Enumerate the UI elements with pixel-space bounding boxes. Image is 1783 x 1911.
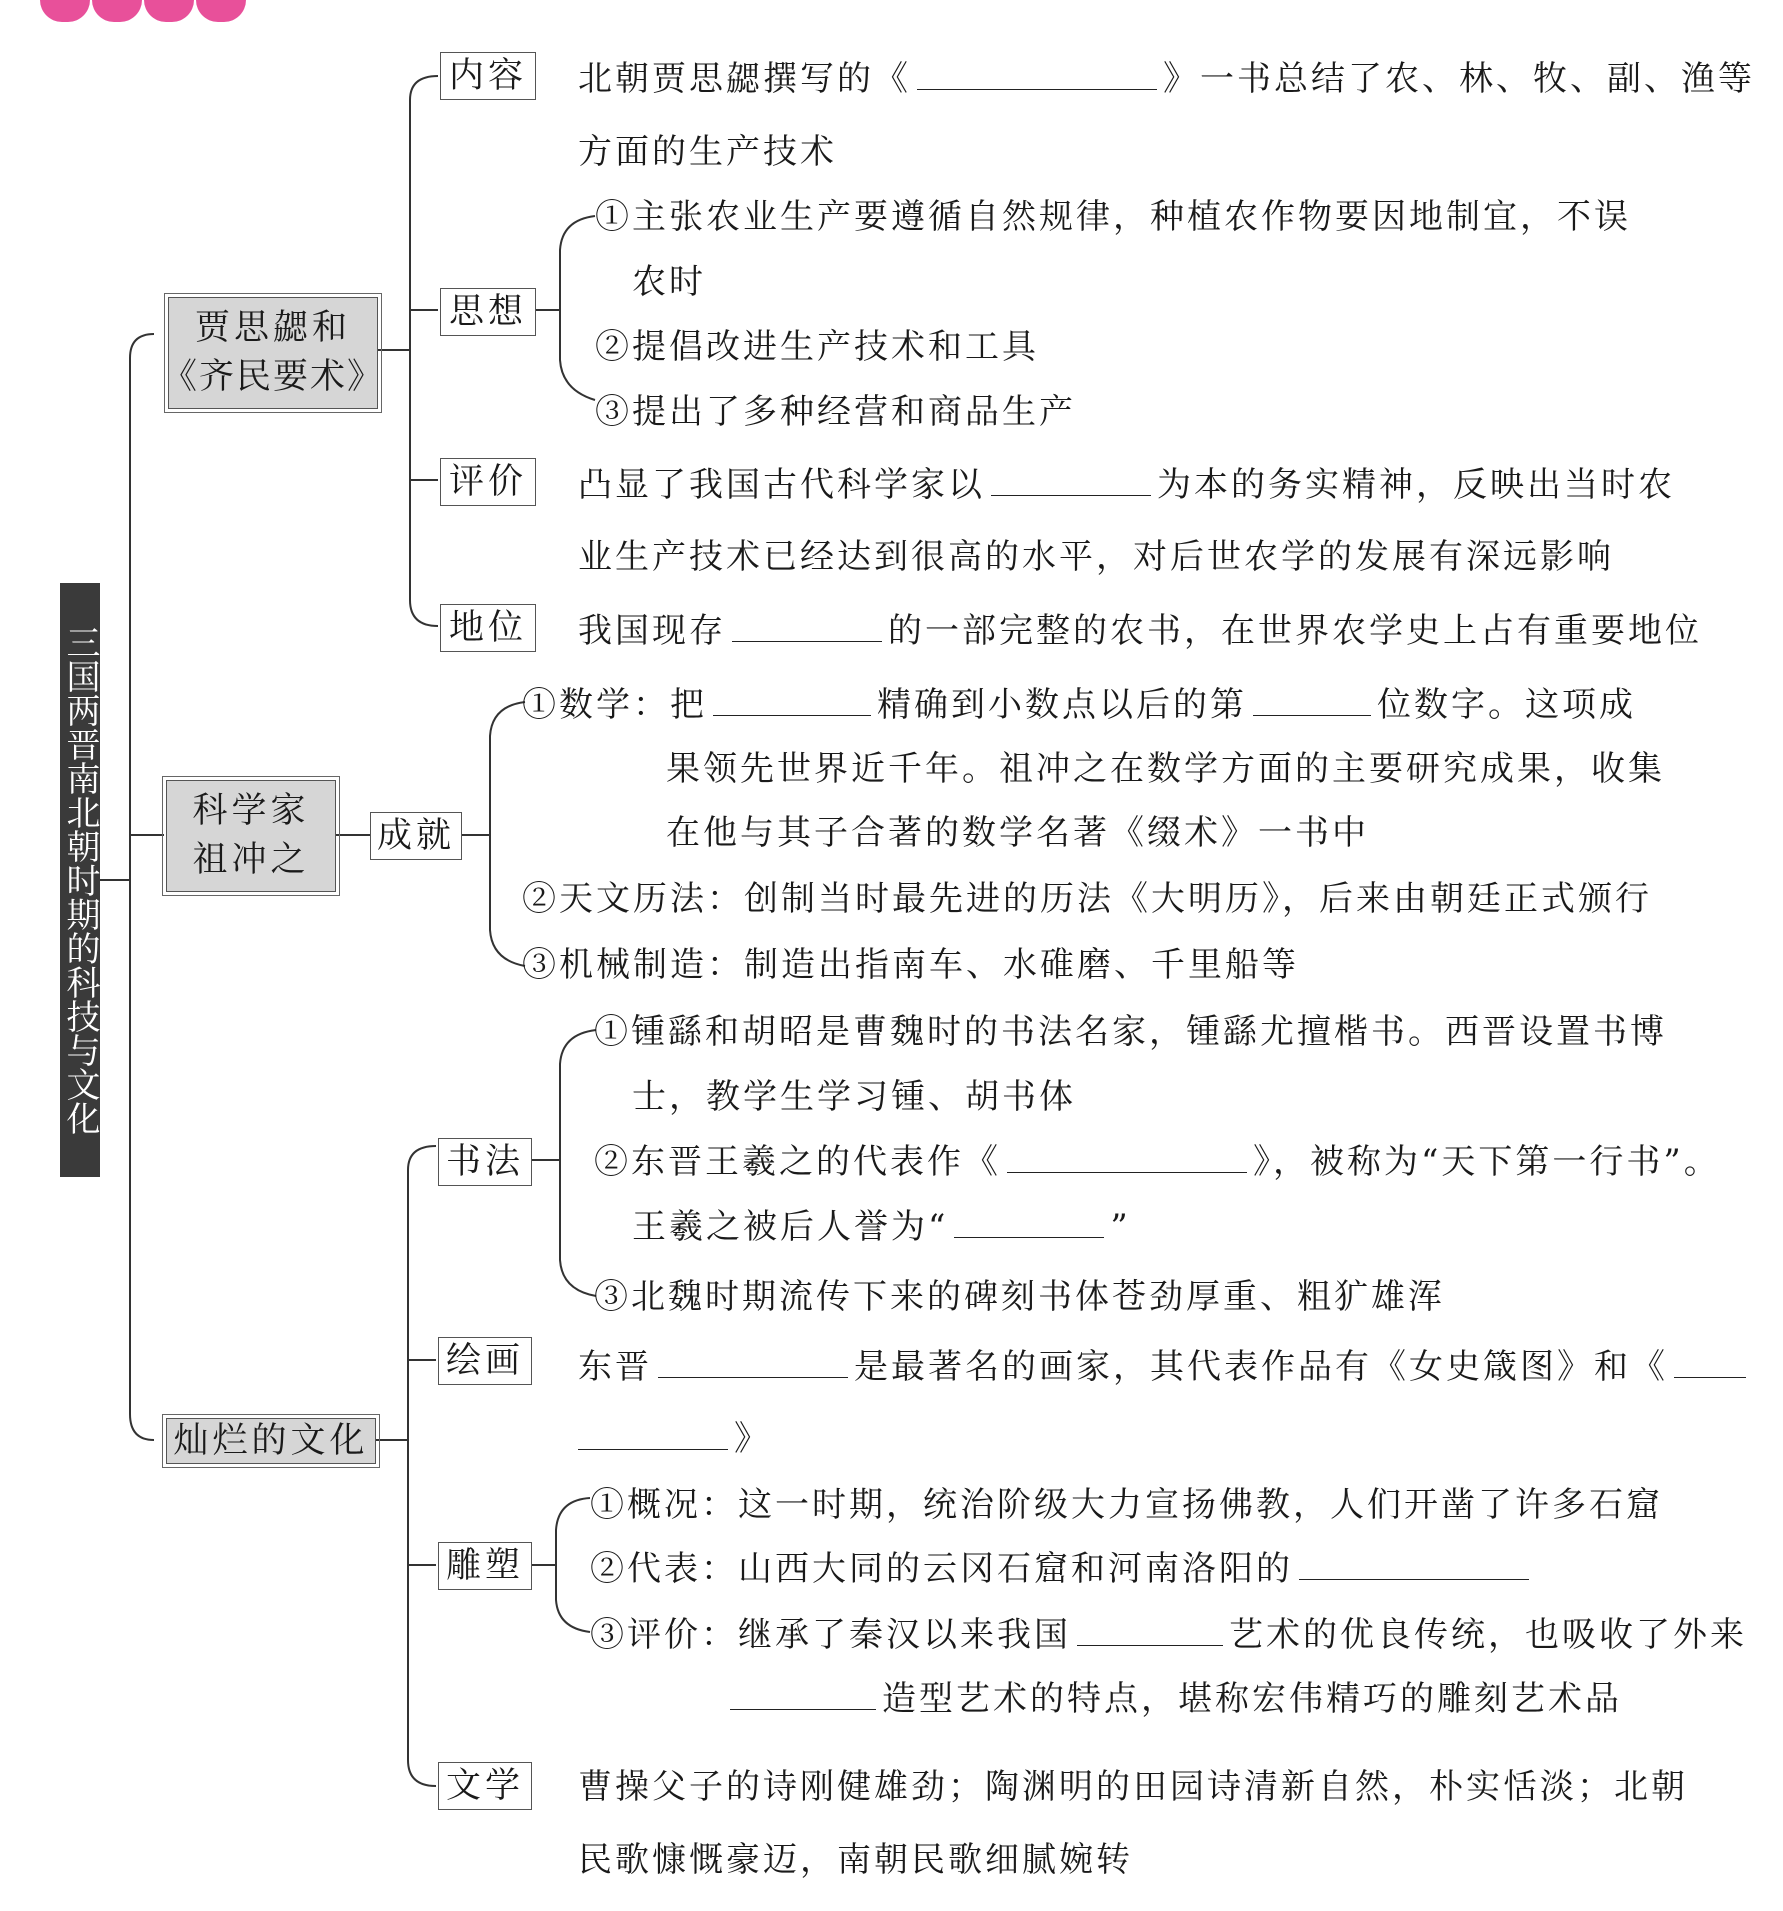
wenxue-line1: 曹操父子的诗刚健雄劲；陶渊明的田园诗清新自然，朴实恬淡；北朝 — [578, 1767, 1688, 1807]
node-jia-line1: 贾思勰和 — [194, 308, 351, 348]
blank-book-title — [917, 88, 1157, 90]
shufa-item2-cont — [632, 1207, 1131, 1247]
label-sixiang: 思想 — [440, 288, 536, 336]
neirong-text-a: 北朝贾思勰撰写的《 — [578, 59, 911, 99]
zu-math-line2: 果领先世界近千年。祖冲之在数学方面的主要研究成果，收集 — [666, 749, 1665, 789]
zu-astronomy: ②天文历法：创制当时最先进的历法《大明历》，后来由朝廷正式颁行 — [522, 879, 1652, 919]
label-diaosu: 雕塑 — [438, 1542, 532, 1590]
zu-math-b: 精确到小数点以后的第 — [877, 685, 1247, 725]
shufa-item1: ①锺繇和胡昭是曹魏时的书法名家，锺繇尤擅楷书。西晋设置书博 — [594, 1012, 1667, 1052]
label-neirong: 内容 — [440, 52, 536, 100]
diaosu-item2-a: ②代表：山西大同的云冈石窟和河南洛阳的 — [590, 1549, 1293, 1589]
blank-digit — [1253, 714, 1371, 716]
shufa-item2-a: ②东晋王羲之的代表作《 — [594, 1142, 1001, 1182]
blank-longmen — [1299, 1578, 1529, 1580]
diaosu-item3 — [590, 1615, 1747, 1655]
label-diwei: 地位 — [440, 604, 536, 652]
label-huihua: 绘画 — [438, 1337, 532, 1385]
label-wenxue: 文学 — [438, 1762, 532, 1810]
huihua-c: 》 — [734, 1419, 771, 1459]
label-pingjia: 评价 — [440, 458, 536, 506]
diwei-text-b: 的一部完整的农书，在世界农学史上占有重要地位 — [888, 611, 1702, 651]
diaosu-item2 — [590, 1549, 1535, 1589]
neirong-line2: 方面的生产技术 — [578, 132, 837, 172]
diaosu-item3-a: ③评价：继承了秦汉以来我国 — [590, 1615, 1071, 1655]
blank-lantingxu — [1007, 1171, 1247, 1173]
sixiang-item2: ②提倡改进生产技术和工具 — [595, 327, 1039, 367]
blank-pingjia — [991, 494, 1151, 496]
blank-chuantong — [1077, 1644, 1223, 1646]
shufa-item1-cont: 士，教学生学习锺、胡书体 — [632, 1077, 1076, 1117]
huihua-b: 是最著名的画家，其代表作品有《女史箴图》和《 — [854, 1347, 1668, 1387]
pingjia-text-b: 为本的务实精神，反映出当时农 — [1157, 465, 1675, 505]
sixiang-item1: ①主张农业生产要遵循自然规律，种植农作物要因地制宜，不误 — [595, 197, 1631, 237]
zu-machinery: ③机械制造：制造出指南车、水碓磨、千里船等 — [522, 945, 1299, 985]
node-zu-line2: 祖冲之 — [192, 840, 310, 880]
shufa-item2-b: 》，被称为“天下第一行书”。 — [1253, 1142, 1721, 1182]
blank-fojiao — [730, 1708, 876, 1710]
diwei-line — [578, 611, 1702, 651]
label-chengjiu: 成就 — [370, 812, 462, 860]
pingjia-text-a: 凸显了我国古代科学家以 — [578, 465, 985, 505]
blank-shusheng — [954, 1236, 1104, 1238]
node-jia-sixie — [162, 297, 385, 409]
shufa-item2-d: ” — [1110, 1207, 1131, 1247]
blank-pi — [713, 714, 871, 716]
zu-math-line3: 在他与其子合著的数学名著《缀术》一书中 — [666, 813, 1369, 853]
node-jia-line2: 《齐民要术》 — [162, 357, 385, 397]
blank-diwei — [732, 640, 882, 642]
pingjia-line1 — [578, 465, 1675, 505]
pingjia-line2: 业生产技术已经达到很高的水平，对后世农学的发展有深远影响 — [578, 537, 1614, 577]
node-culture — [166, 1418, 376, 1464]
zu-math-a: ①数学：把 — [522, 685, 707, 725]
huihua-a: 东晋 — [578, 1347, 652, 1387]
blank-painting-cont — [578, 1448, 728, 1450]
shufa-item2-c: 王羲之被后人誉为“ — [632, 1207, 949, 1247]
diaosu-item3-cont — [730, 1679, 1622, 1719]
diaosu-item3-c: 造型艺术的特点，堪称宏伟精巧的雕刻艺术品 — [882, 1679, 1622, 1719]
huihua-line1 — [578, 1347, 1746, 1387]
huihua-line2 — [578, 1419, 771, 1459]
neirong-line1 — [578, 59, 1755, 99]
diaosu-item1: ①概况：这一时期，统治阶级大力宣扬佛教，人们开凿了许多石窟 — [590, 1485, 1663, 1525]
node-zu-chongzhi — [166, 780, 336, 892]
neirong-text-b: 》一书总结了农、林、牧、副、渔等 — [1163, 59, 1755, 99]
shufa-item3: ③北魏时期流传下来的碑刻书体苍劲厚重、粗犷雄浑 — [594, 1277, 1445, 1317]
zu-math-c: 位数字。这项成 — [1377, 685, 1636, 725]
wenxue-line2: 民歌慷慨豪迈，南朝民歌细腻婉转 — [578, 1840, 1133, 1880]
node-culture-label: 灿烂的文化 — [173, 1420, 369, 1461]
zu-math-line1 — [522, 685, 1636, 725]
blank-painting — [1674, 1376, 1746, 1378]
diwei-text-a: 我国现存 — [578, 611, 726, 651]
label-shufa: 书法 — [438, 1138, 532, 1186]
node-zu-line1: 科学家 — [192, 791, 310, 831]
sixiang-item1-cont: 农时 — [632, 262, 706, 302]
shufa-item2 — [594, 1142, 1721, 1182]
sixiang-item3: ③提出了多种经营和商品生产 — [595, 392, 1076, 432]
root-title: 三国两晋南北朝时期的科技与文化 — [60, 583, 100, 1177]
blank-painter — [658, 1376, 848, 1378]
diaosu-item3-b: 艺术的优良传统，也吸收了外来 — [1229, 1615, 1747, 1655]
